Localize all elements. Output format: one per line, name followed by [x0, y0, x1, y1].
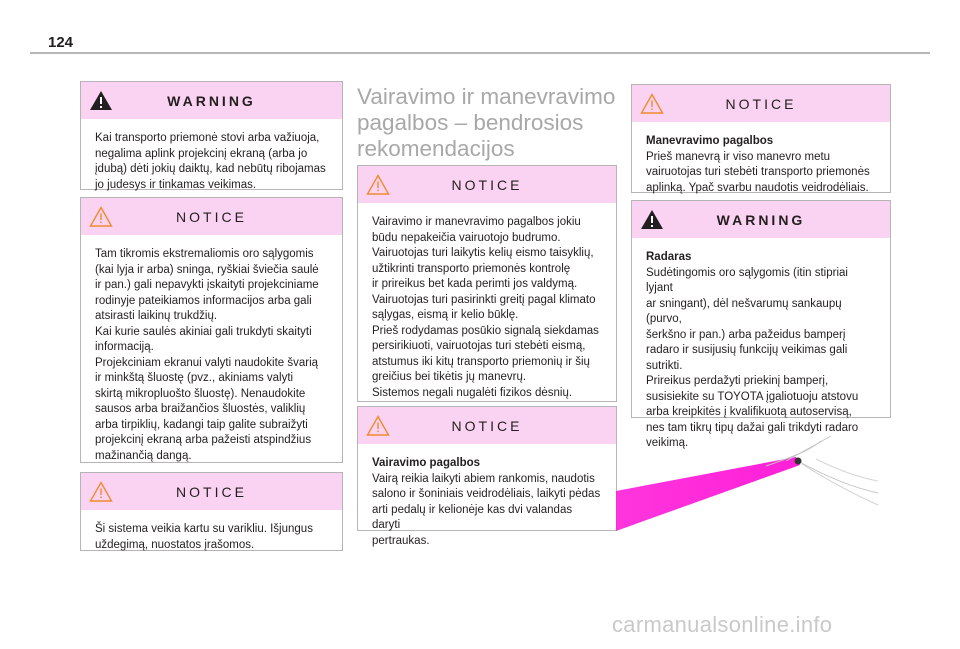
warning-text: Kai transporto priemonė stovi arba važiuoja, negalima aplink projekcinį ekraną (arba jo įdubą) dėti jokių daiktų, kad nebūtų ribojamas jo judesys ir tinkamas veikimas. [95, 132, 326, 191]
warning-header [81, 82, 342, 119]
warning-body [632, 238, 890, 462]
page-number: 124 [48, 34, 74, 51]
notice-header [632, 85, 890, 122]
warning-subhead: Radaras [646, 251, 692, 263]
top-rule [30, 52, 930, 54]
notice-label: NOTICE [176, 483, 247, 500]
notice-box-visibility [80, 197, 343, 463]
notice-text: Ši sistema veikia kartu su varikliu. Išjungus uždegimą, nuostatos įrašomos. [95, 523, 313, 551]
warning-label: WARNING [167, 92, 256, 109]
notice-header [81, 473, 342, 510]
notice-box-driving-assistance [357, 406, 617, 547]
warning-header [632, 201, 890, 238]
notice-text: Prieš manevrą ir viso manevro metu vairuotojas turi stebėti transporto priemonės aplinką. Ypač svarbu naudotis veidrodėliais. [646, 150, 870, 194]
warning-text: Sudėtingomis oro sąlygomis (itin stipriai lyjant ar sningant), dėl nešvarumų sankaupų (purvo, šerkšno ir pan.) arba pažeidus bamperį radaro ir susijusių funkcijų veikimas gali sutrikti. Prireikus perdažyti priekinį bamperį, susisiekite su TOYOTA įgaliotuoju atstovu arba kreipkitės į kvalifikuotą autoservisą, nes tam tikrų tipų dažai gali trikdyti radaro veikimą. [646, 266, 859, 449]
notice-icon [366, 415, 390, 436]
watermark: carmanualsonline.info [612, 612, 833, 637]
notice-text: Vairavimo ir manevravimo pagalbos jokiu būdu nepakeičia vairuotojo budrumo. Vairuotojas turi laikytis kelių eismo taisyklių, užtikrinti transporto priemonės kontrolę ir prireikus bet kada perimti jos valdymą. Vairuotojas turi pasirinkti greitį pagal klimato sąlygas, eismą ir kelio būklę. Prieš rodydamas posūkio signalą siekdamas persirikiuoti, vairuotojas turi stebėti eismą, atstumus iki kitų transporto priemonių ir šių greičius bei tikėtis jų manevrų. Sistemos negali nugalėti fizikos dėsnių. [372, 216, 599, 399]
warning-box-display [80, 81, 343, 190]
notice-icon [89, 206, 113, 227]
notice-icon [640, 93, 664, 114]
notice-label: NOTICE [725, 95, 797, 112]
warning-icon [640, 209, 664, 230]
notice-header [358, 166, 616, 203]
notice-text: Tam tikromis ekstremaliomis oro sąlygomis (kai lyja ir arba) sninga, ryškiai šviečia saulė ir pan.) gali nepavykti įskaityti projekciniame rodinyje pateikiamos informacijos arba gali atsirasti laikinų trukdžių. Kai kurie saulės akiniai gali trukdyti skaityti informaciją. Projekciniam ekranui valyti naudokite švarią ir minkštą šluostę (pvz., akiniams valyti skirtą mikropluošto šluostę). Nenaudokite sausos arba braižančios šluostės, valiklių arba tirpiklių, kadangi taip galite subraižyti projekcinį ekraną arba pažeisti atspindžius mažinančią dangą. [95, 248, 319, 462]
notice-header [81, 198, 342, 235]
notice-label: NOTICE [451, 176, 523, 193]
warning-label: WARNING [716, 211, 806, 228]
notice-icon [366, 174, 390, 195]
warning-box-radar [631, 200, 891, 449]
notice-label: NOTICE [176, 208, 247, 225]
notice-box-driving-aids [357, 165, 617, 402]
radar-illustration [616, 431, 888, 531]
notice-body [632, 122, 890, 206]
notice-text: Vairą reikia laikyti abiem rankomis, naudotis salono ir šoniniais veidrodėliais, laikyti pėdas arti pedalų ir kelionėje kas dvi valandas daryti pertraukas. [372, 472, 601, 547]
section-title: Vairavimo ir manevravimo pagalbos – bendrosios rekomendacijos [357, 84, 616, 161]
notice-subhead: Vairavimo pagalbos [372, 457, 481, 469]
notice-label: NOTICE [451, 417, 523, 434]
notice-box-maneuvering [631, 84, 891, 193]
notice-box-settings [80, 472, 343, 551]
notice-icon [89, 481, 113, 502]
notice-subhead: Manevravimo pagalbos [646, 135, 774, 147]
warning-icon [89, 90, 113, 111]
notice-header [358, 407, 616, 444]
notice-body [358, 444, 616, 559]
